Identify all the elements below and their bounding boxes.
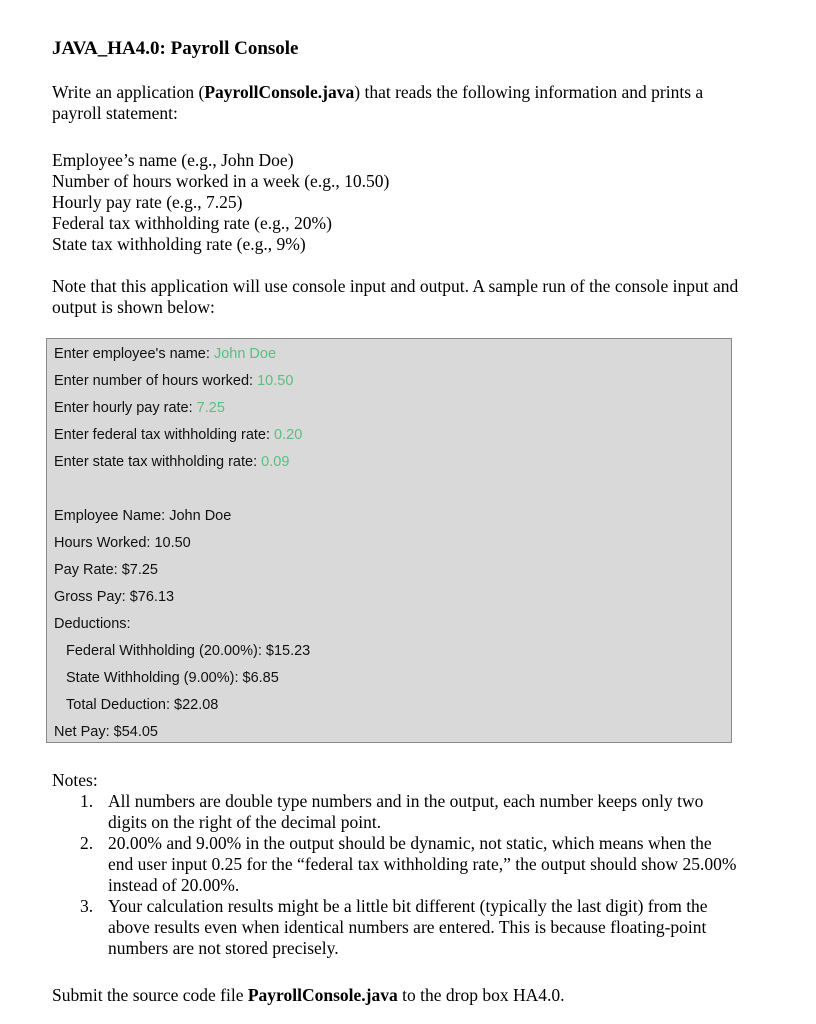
- notes-heading: Notes:: [52, 770, 98, 790]
- note-item: [80, 896, 740, 959]
- field-state-rate: State tax withholding rate (e.g., 9%): [52, 234, 306, 254]
- intro-text-before: Write an application (: [52, 82, 205, 102]
- console-prompt-hours: [54, 372, 293, 390]
- prompt-input-value: 7.25: [196, 400, 225, 416]
- note-text: Your calculation results might be a little bit different (typically the last digit) from the above results even when identical numbers are entered. This is because floating-point numbers are not stored precisely.: [108, 896, 708, 958]
- console-prompt-name: [54, 345, 276, 363]
- output-total-deduction: Total Deduction: $22.08: [66, 697, 219, 713]
- submit-instruction: [52, 985, 564, 1006]
- console-prompt-rate: [54, 399, 225, 417]
- prompt-label: Enter federal tax withholding rate:: [54, 427, 275, 443]
- prompt-label: Enter state tax withholding rate:: [54, 454, 262, 470]
- input-fields-list: [52, 150, 752, 255]
- output-deductions: Deductions:: [54, 616, 131, 632]
- console-prompt-federal: [54, 426, 302, 444]
- output-gross-pay: Gross Pay: $76.13: [54, 589, 175, 605]
- submit-filename: PayrollConsole.java: [247, 985, 398, 1005]
- field-employee-name: Employee’s name (e.g., John Doe): [52, 150, 294, 170]
- submit-text-before: Submit the source code file: [52, 985, 248, 1005]
- intro-filename: PayrollConsole.java: [204, 82, 355, 102]
- note-number: 1.: [80, 791, 94, 811]
- note-item: [80, 833, 740, 896]
- output-state-withholding: State Withholding (9.00%): $6.85: [66, 670, 279, 686]
- note-text: 20.00% and 9.00% in the output should be dynamic, not static, which means when the end user input 0.25 for the “federal tax withholding rate,” the output should show 25.00% instead of 20.00%.: [108, 833, 737, 895]
- sample-console-output: [46, 338, 732, 743]
- field-hourly-rate: Hourly pay rate (e.g., 7.25): [52, 192, 243, 212]
- note-paragraph: Note that this application will use console input and output. A sample run of the console input and output is shown below:: [52, 276, 739, 317]
- output-federal-withholding: Federal Withholding (20.00%): $15.23: [66, 643, 311, 659]
- assignment-title: JAVA_HA4.0: Payroll Console: [52, 38, 299, 59]
- prompt-input-value: John Doe: [213, 346, 277, 362]
- prompt-label: Enter number of hours worked:: [54, 373, 258, 389]
- console-prompt-state: [54, 453, 289, 471]
- note-number: 3.: [80, 896, 94, 916]
- prompt-input-value: 0.20: [274, 427, 303, 443]
- notes-list: [80, 791, 740, 959]
- output-pay-rate: Pay Rate: $7.25: [54, 562, 158, 578]
- output-hours-worked: Hours Worked: 10.50: [54, 535, 191, 551]
- intro-paragraph: [52, 82, 752, 124]
- field-federal-rate: Federal tax withholding rate (e.g., 20%): [52, 213, 332, 233]
- output-net-pay: Net Pay: $54.05: [54, 724, 158, 740]
- prompt-label: Enter hourly pay rate:: [54, 400, 197, 416]
- prompt-label: Enter employee's name:: [54, 346, 214, 362]
- note-number: 2.: [80, 833, 94, 853]
- note-item: [80, 791, 740, 833]
- prompt-input-value: 0.09: [261, 454, 290, 470]
- field-hours-worked: Number of hours worked in a week (e.g., 10.50): [52, 171, 390, 191]
- prompt-input-value: 10.50: [257, 373, 294, 389]
- output-employee-name: Employee Name: John Doe: [54, 508, 232, 524]
- intro-text-after: ) that reads the following information and prints a payroll statement:: [52, 82, 704, 123]
- submit-text-after: to the drop box HA4.0.: [397, 985, 565, 1005]
- note-text: All numbers are double type numbers and in the output, each number keeps only two digits on the right of the decimal point.: [108, 791, 704, 832]
